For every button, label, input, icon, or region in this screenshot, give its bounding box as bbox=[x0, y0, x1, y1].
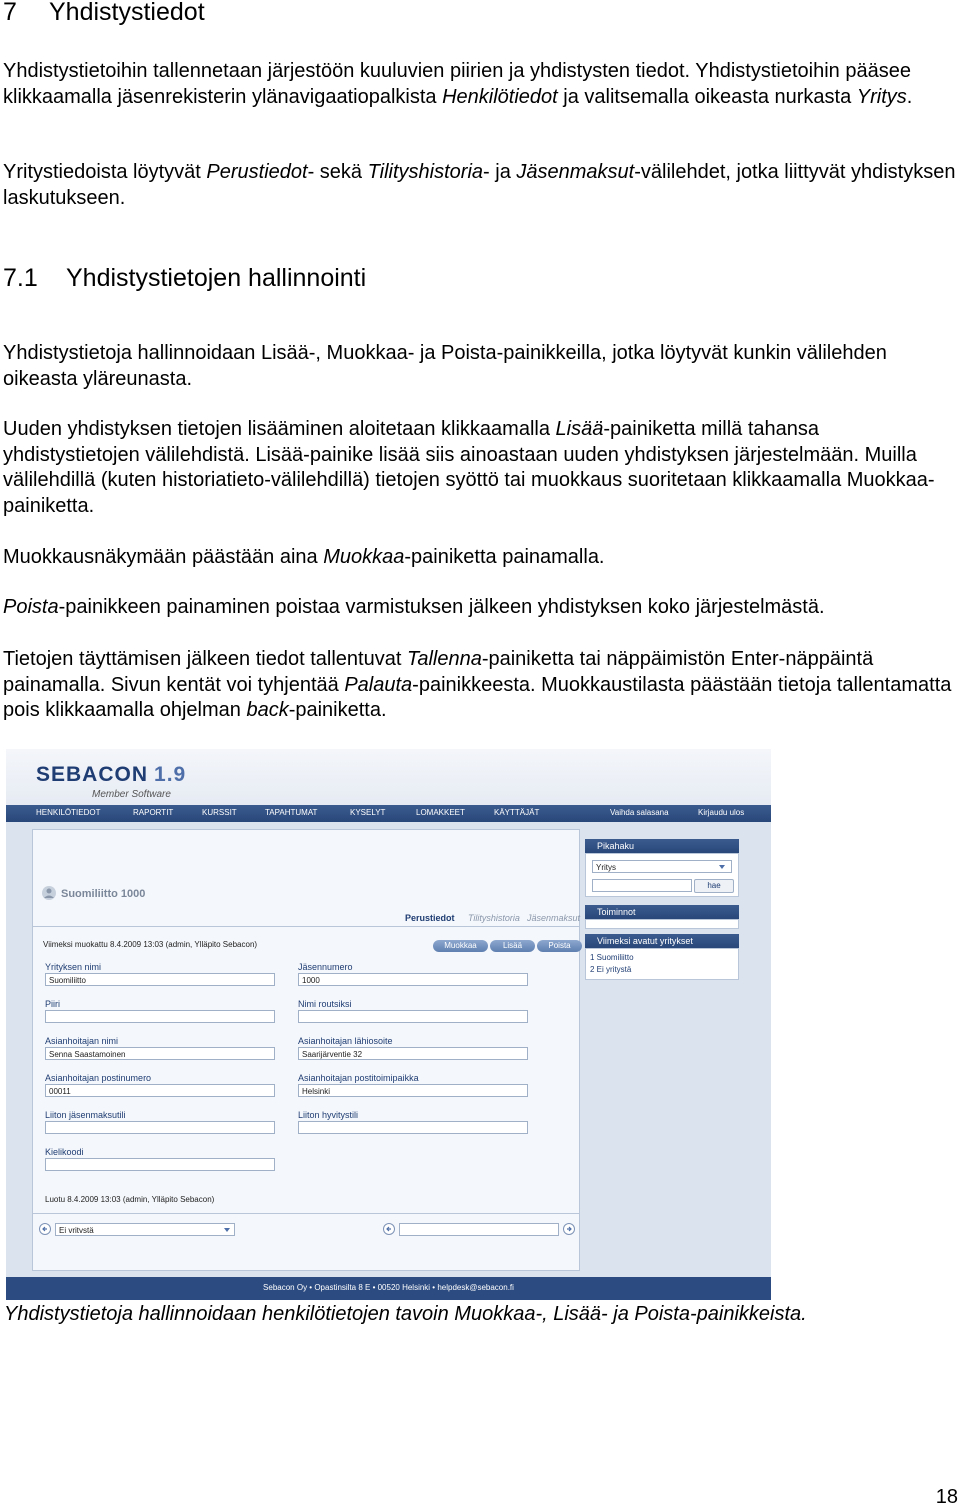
quick-search-select[interactable]: Yritys bbox=[592, 860, 732, 873]
tab-divider bbox=[33, 926, 579, 927]
company-panel bbox=[32, 829, 580, 1271]
body-paragraph-7 bbox=[3, 647, 958, 724]
figure-caption: Yhdistystietoja hallinnoidaan henkilötietojen tavoin Muokkaa-, Lisää- ja Poista-painikkeista. bbox=[4, 1303, 807, 1325]
text: Yritystiedoista löytyvät bbox=[3, 161, 207, 183]
section-title: Yhdistystietojen hallinnointi bbox=[66, 264, 367, 292]
recent-box bbox=[585, 948, 739, 980]
text: Tietojen täyttämisen jälkeen tiedot tallentuvat bbox=[3, 648, 407, 670]
district-input[interactable] bbox=[45, 1010, 275, 1023]
text: -painiketta millä tahansa yhdistystietojen välilehdistä. Lisää-painike lisää siis ainoastaan uuden yhdistyksen järjestelmään. Muilla välilehdillä (kuten historiatieto-välilehdillä) tietojen syöttö tai muokkaus suoritetaan klikkaamalla Muokkaa-painiketta. bbox=[3, 418, 935, 517]
agent-address-input[interactable]: Saarijärventie 32 bbox=[298, 1047, 528, 1060]
field-label: Asianhoitajan postinumero bbox=[45, 1073, 152, 1083]
chevron-down-icon bbox=[716, 861, 728, 873]
nav-item-lomakkeet[interactable]: LOMAKKEET bbox=[416, 808, 465, 817]
text: -painikkeesta. Muokkaustilasta päästään tietoja tallentamatta pois klikkaamalla ohjelman bbox=[3, 673, 952, 721]
logo-bar bbox=[6, 749, 771, 805]
company-title: Suomiliitto 1000 bbox=[61, 888, 146, 900]
nav-item-henkilotiedot[interactable]: HENKILÖTIEDOT bbox=[36, 808, 101, 817]
tab-tilityshistoria[interactable]: Tilityshistoria bbox=[468, 913, 520, 923]
text: -painiketta painamalla. bbox=[404, 546, 605, 568]
body-paragraph-5 bbox=[3, 545, 958, 571]
recent-item[interactable]: 1 Suomiliitto bbox=[590, 953, 634, 962]
edit-button[interactable]: Muokkaa bbox=[433, 940, 488, 952]
text: -välilehdet, jotka liittyvät yhdistyksen laskutukseen. bbox=[3, 161, 956, 209]
nav-item-kyselyt[interactable]: KYSELYT bbox=[350, 808, 386, 817]
emphasis: Yritys bbox=[856, 85, 907, 108]
recent-header bbox=[585, 934, 739, 948]
logo-text: SEBACON bbox=[36, 763, 149, 786]
divider bbox=[33, 1213, 579, 1214]
quick-search-title: Pikahaku bbox=[597, 841, 635, 851]
change-password-link[interactable]: Vaihda salasana bbox=[610, 808, 669, 817]
logo-version: 1.9 bbox=[154, 763, 187, 786]
actions-title: Toiminnot bbox=[597, 907, 636, 917]
field-label: Piiri bbox=[45, 999, 60, 1009]
brand-logo bbox=[36, 763, 186, 787]
created-info: Luotu 8.4.2009 13:03 (admin, Ylläpito Sebacon) bbox=[45, 1195, 215, 1204]
top-navigation bbox=[6, 805, 771, 822]
agent-name-input[interactable]: Senna Saastamoinen bbox=[45, 1047, 275, 1060]
emphasis: Tallenna bbox=[406, 648, 482, 670]
emphasis: Poista bbox=[3, 596, 59, 618]
member-number-input[interactable]: 1000 bbox=[298, 973, 528, 986]
field-label: Yrityksen nimi bbox=[45, 962, 102, 972]
emphasis: Perustiedot bbox=[206, 161, 308, 183]
field-label: Asianhoitajan postitoimipaikka bbox=[298, 1073, 419, 1083]
app-screenshot bbox=[6, 749, 771, 1300]
delete-button[interactable]: Poista bbox=[537, 940, 582, 952]
quick-search-box bbox=[585, 853, 739, 897]
search-button[interactable]: hae bbox=[694, 879, 734, 893]
text: - sekä bbox=[307, 161, 368, 183]
app-footer bbox=[6, 1277, 771, 1300]
refund-account-input[interactable] bbox=[298, 1121, 528, 1134]
section-number: 7.1 bbox=[3, 264, 38, 292]
nav-item-kayttajat[interactable]: KÄYTTÄJÄT bbox=[494, 808, 540, 817]
nav-item-raportit[interactable]: RAPORTIT bbox=[133, 808, 174, 817]
language-code-input[interactable] bbox=[45, 1158, 275, 1171]
emphasis: Muokkaa bbox=[323, 546, 405, 568]
logout-link[interactable]: Kirjaudu ulos bbox=[698, 808, 745, 817]
recent-title: Viimeksi avatut yritykset bbox=[597, 936, 693, 946]
agent-city-input[interactable]: Helsinki bbox=[298, 1084, 528, 1097]
logo-subtitle: Member Software bbox=[92, 789, 171, 800]
actions-box bbox=[585, 919, 739, 929]
text: -painiketta tai näppäimistön Enter-näppäintä painamalla. Sivun kentät voi tyhjentää bbox=[3, 648, 874, 696]
next-icon[interactable] bbox=[563, 1223, 575, 1235]
field-label: Nimi routsiksi bbox=[298, 999, 352, 1009]
modified-info: Viimeksi muokattu 8.4.2009 13:03 (admin, Ylläpito Sebacon) bbox=[43, 940, 258, 949]
field-label: Liiton jäsenmaksutili bbox=[45, 1110, 126, 1120]
field-label: Jäsennumero bbox=[298, 962, 353, 972]
text: . bbox=[906, 85, 913, 108]
tab-perustiedot[interactable]: Perustiedot bbox=[405, 913, 455, 923]
quick-search-header bbox=[585, 839, 739, 853]
text: Yhdistystietoihin tallennetaan järjestöön kuuluvien piirien ja yhdistysten tiedot. Yhdistystietoihin pääsee klikkaamalla jäsenrekisterin ylänavigaatiopalkista bbox=[3, 60, 911, 108]
body-paragraph-3: Yhdistystietoja hallinnoidaan Lisää-, Muokkaa- ja Poista-painikkeilla, jotka löytyvät kunkin välilehden oikeasta yläreunasta. bbox=[3, 342, 887, 390]
field-label: Asianhoitajan lähiosoite bbox=[298, 1036, 393, 1046]
emphasis: Palauta bbox=[344, 673, 413, 696]
text: ja valitsemalla oikeasta nurkasta bbox=[557, 85, 857, 108]
chevron-down-icon bbox=[221, 1224, 233, 1236]
emphasis: Jäsenmaksut bbox=[516, 161, 635, 183]
footer-text: Sebacon Oy • Opastinsilta 8 E • 00520 Helsinki • helpdesk@sebacon.fi bbox=[263, 1283, 514, 1292]
body-paragraph-6 bbox=[3, 595, 958, 621]
emphasis: Henkilötiedot bbox=[442, 85, 558, 108]
recent-item[interactable]: 2 Ei yritystä bbox=[590, 965, 632, 974]
previous-icon[interactable] bbox=[39, 1223, 51, 1235]
chapter-number: 7 bbox=[3, 0, 17, 26]
text: Muokkausnäkymään päästään aina bbox=[3, 546, 324, 568]
membership-account-input[interactable] bbox=[45, 1121, 275, 1134]
text: - ja bbox=[483, 161, 517, 183]
field-label: Liiton hyvitystili bbox=[298, 1110, 359, 1120]
text: Uuden yhdistyksen tietojen lisääminen aloitetaan klikkaamalla bbox=[3, 418, 556, 440]
field-label: Kielikoodi bbox=[45, 1147, 84, 1157]
intro-paragraph-1 bbox=[3, 59, 958, 110]
text: -painikkeen painaminen poistaa varmistuksen jälkeen yhdistyksen koko järjestelmästä. bbox=[58, 596, 825, 618]
nav-item-tapahtumat[interactable]: TAPAHTUMAT bbox=[265, 808, 318, 817]
emphasis: back bbox=[246, 699, 289, 721]
reload-icon[interactable] bbox=[383, 1223, 395, 1235]
actions-header[interactable] bbox=[585, 905, 739, 919]
chapter-title: Yhdistystiedot bbox=[49, 0, 205, 26]
name-swedish-input[interactable] bbox=[298, 1010, 528, 1023]
agent-postcode-input[interactable]: 00011 bbox=[45, 1084, 275, 1097]
add-button[interactable]: Lisää bbox=[490, 940, 535, 952]
nav-item-kurssit[interactable]: KURSSIT bbox=[202, 808, 237, 817]
quick-search-input[interactable] bbox=[592, 879, 692, 892]
section-heading bbox=[3, 262, 366, 294]
field-label: Asianhoitajan nimi bbox=[45, 1036, 119, 1046]
page-number: 18 bbox=[935, 1486, 958, 1508]
tab-jasenmaksut[interactable]: Jäsenmaksut bbox=[527, 913, 581, 923]
emphasis: Lisää bbox=[555, 418, 604, 440]
company-select[interactable]: Ei vritvstä bbox=[55, 1223, 235, 1236]
text: -painiketta. bbox=[288, 699, 387, 721]
company-name-input[interactable]: Suomiliitto bbox=[45, 973, 275, 986]
intro-paragraph-2 bbox=[3, 160, 958, 211]
emphasis: Tilityshistoria bbox=[367, 161, 484, 183]
body-paragraph-4 bbox=[3, 417, 958, 519]
company-icon bbox=[41, 885, 57, 901]
chapter-heading bbox=[3, 0, 205, 28]
secondary-select[interactable] bbox=[399, 1223, 559, 1236]
